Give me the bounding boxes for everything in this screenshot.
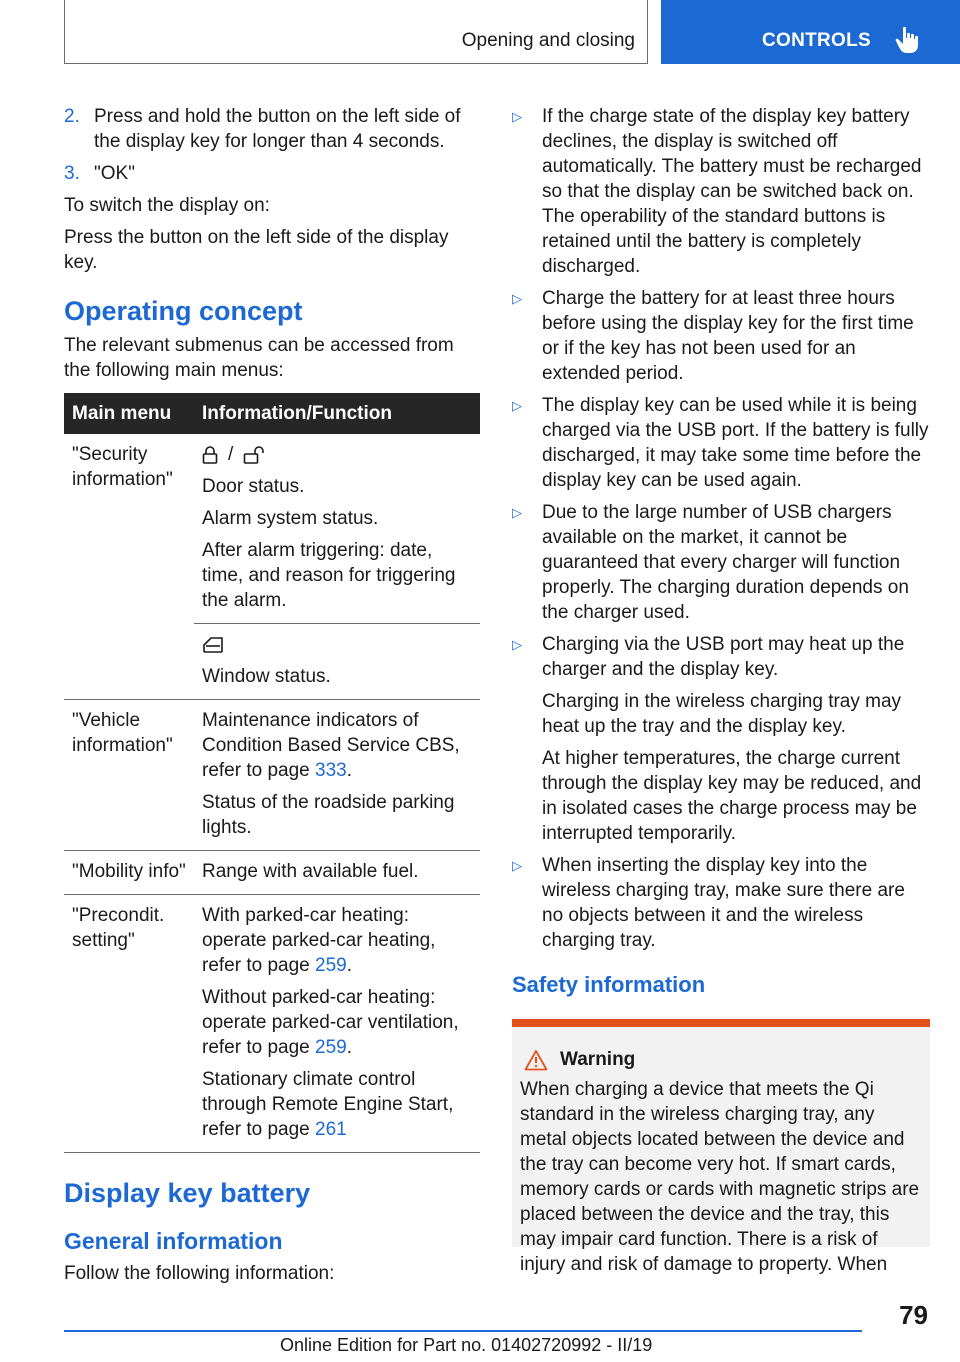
list-item: ▷ Charge the battery for at least three hours before using the display key for the first time or if the key has not been used for an extended period. — [512, 288, 914, 384]
step-item — [64, 161, 482, 186]
bullet-triangle-icon: ▷ — [512, 291, 522, 306]
warning-box — [512, 1019, 930, 1275]
warning-title: Warning — [560, 1049, 636, 1070]
menu-mobility: "Mobility info" — [64, 851, 194, 895]
bullet-triangle-icon: ▷ — [512, 858, 522, 873]
hand-pointer-icon — [895, 26, 921, 54]
cbs-info: Maintenance indicators of Condition Based Service CBS, refer to page 333. — [202, 710, 460, 781]
switch-on-text: Press the button on the left side of the display key. — [64, 227, 449, 273]
list-item: ▷ The display key can be used while it is being charged via the USB port. If the battery is fully discharged, it may take some time before the display key can be used again. — [512, 395, 929, 491]
menu-vehicle: "Vehicle information" — [64, 700, 194, 851]
safety-info-heading: Safety information — [512, 972, 706, 997]
footer-divider — [64, 1330, 862, 1332]
security-info-cell — [194, 434, 480, 624]
list-item: ▷ Due to the large number of USB chargers available on the market, it cannot be guaranteed that every charger will function properly. The charging duration depends on the charger used. — [512, 502, 909, 623]
window-info-cell — [194, 624, 480, 700]
left-column — [64, 104, 482, 1293]
ventilation-info: Without parked-car heating: operate parked-car ventilation, refer to page 259. — [202, 987, 459, 1058]
warning-text: When charging a device that meets the Qi standard in the wireless charging tray, any metal objects located between the device and the tray can become very hot. If smart cards, memory cards or cards with magnetic strips are placed between the device and the tray, this may impair card function. There is a risk of injury and risk of damage to property. When — [520, 1079, 920, 1275]
table-header-main-menu: Main menu — [64, 393, 194, 434]
operating-intro: The relevant submenus can be accessed from the following main menus: — [64, 335, 454, 381]
bullet-triangle-icon: ▷ — [512, 109, 522, 124]
step-text: "OK" — [94, 163, 135, 184]
bullet-triangle-icon: ▷ — [512, 398, 522, 413]
page-link[interactable]: 261 — [315, 1119, 347, 1140]
bullet-triangle-icon: ▷ — [512, 637, 522, 652]
step-item — [64, 104, 482, 154]
step-number: 3. — [64, 163, 80, 184]
main-menu-table — [64, 393, 480, 1153]
step-number: 2. — [64, 106, 80, 127]
table-row — [64, 434, 480, 624]
alarm-status: Alarm system status. — [202, 508, 379, 529]
page-link[interactable]: 333 — [315, 760, 347, 781]
climate-info: Stationary climate control through Remote Engine Start, refer to page 261 — [202, 1069, 454, 1140]
page-number: 79 — [899, 1300, 928, 1330]
switch-on-label: To switch the display on: — [64, 195, 270, 216]
bullet-triangle-icon: ▷ — [512, 505, 522, 520]
header-section-box — [64, 0, 648, 64]
right-column — [512, 104, 930, 1275]
menu-security: "Security information" — [72, 444, 173, 490]
step-text: Press and hold the button on the left side of the display key for longer than 4 seconds. — [94, 106, 461, 152]
section-title: Opening and closing — [461, 30, 635, 51]
lock-separator: / — [228, 444, 234, 465]
lock-open-icon — [243, 446, 269, 464]
page-link[interactable]: 259 — [315, 1037, 347, 1058]
table-row — [64, 624, 480, 700]
table-row — [64, 700, 480, 851]
menu-precondit: "Precondit. setting" — [64, 895, 194, 1153]
warning-triangle-icon — [524, 1049, 548, 1071]
door-status: Door status. — [202, 476, 305, 497]
parking-lights-info: Status of the roadside parking lights. — [202, 792, 455, 838]
table-row — [64, 895, 480, 1153]
list-item: ▷ Charging via the USB port may heat up the charger and the display key. Charging in the wireless charging tray may heat up the tray and the display key. At higher temperatures, the charge current through the display key may be reduced, and in isolated cases the charge process may be interrupted temporarily. — [512, 634, 922, 844]
table-header-information: Information/Function — [194, 393, 480, 434]
mobility-info: Range with available fuel. — [194, 851, 480, 895]
chapter-tab[interactable] — [661, 0, 960, 64]
list-item: ▷ If the charge state of the display key battery declines, the display is switched off automatically. The battery must be recharged so that the display can be switched back on. The operability of the standard buttons is retained until the battery is completely discharged. — [512, 106, 922, 277]
window-icon — [202, 636, 224, 654]
alarm-trigger: After alarm triggering: date, time, and reason for triggering the alarm. — [202, 540, 456, 611]
lock-closed-icon — [202, 446, 218, 464]
heating-info: With parked-car heating: operate parked-car heating, refer to page 259. — [202, 905, 436, 976]
edition-info: Online Edition for Part no. 01402720992 - II/19 — [280, 1335, 653, 1355]
page-link[interactable]: 259 — [315, 955, 347, 976]
chapter-title: CONTROLS — [762, 30, 872, 51]
window-status: Window status. — [202, 666, 331, 687]
list-item: ▷ When inserting the display key into the wireless charging tray, make sure there are no objects between it and the wireless charging tray. — [512, 855, 905, 951]
table-row — [64, 851, 480, 895]
general-info-heading: General information — [64, 1228, 283, 1254]
battery-heading: Display key battery — [64, 1178, 311, 1208]
general-info-text: Follow the following information: — [64, 1263, 335, 1284]
operating-concept-heading: Operating concept — [64, 296, 303, 326]
